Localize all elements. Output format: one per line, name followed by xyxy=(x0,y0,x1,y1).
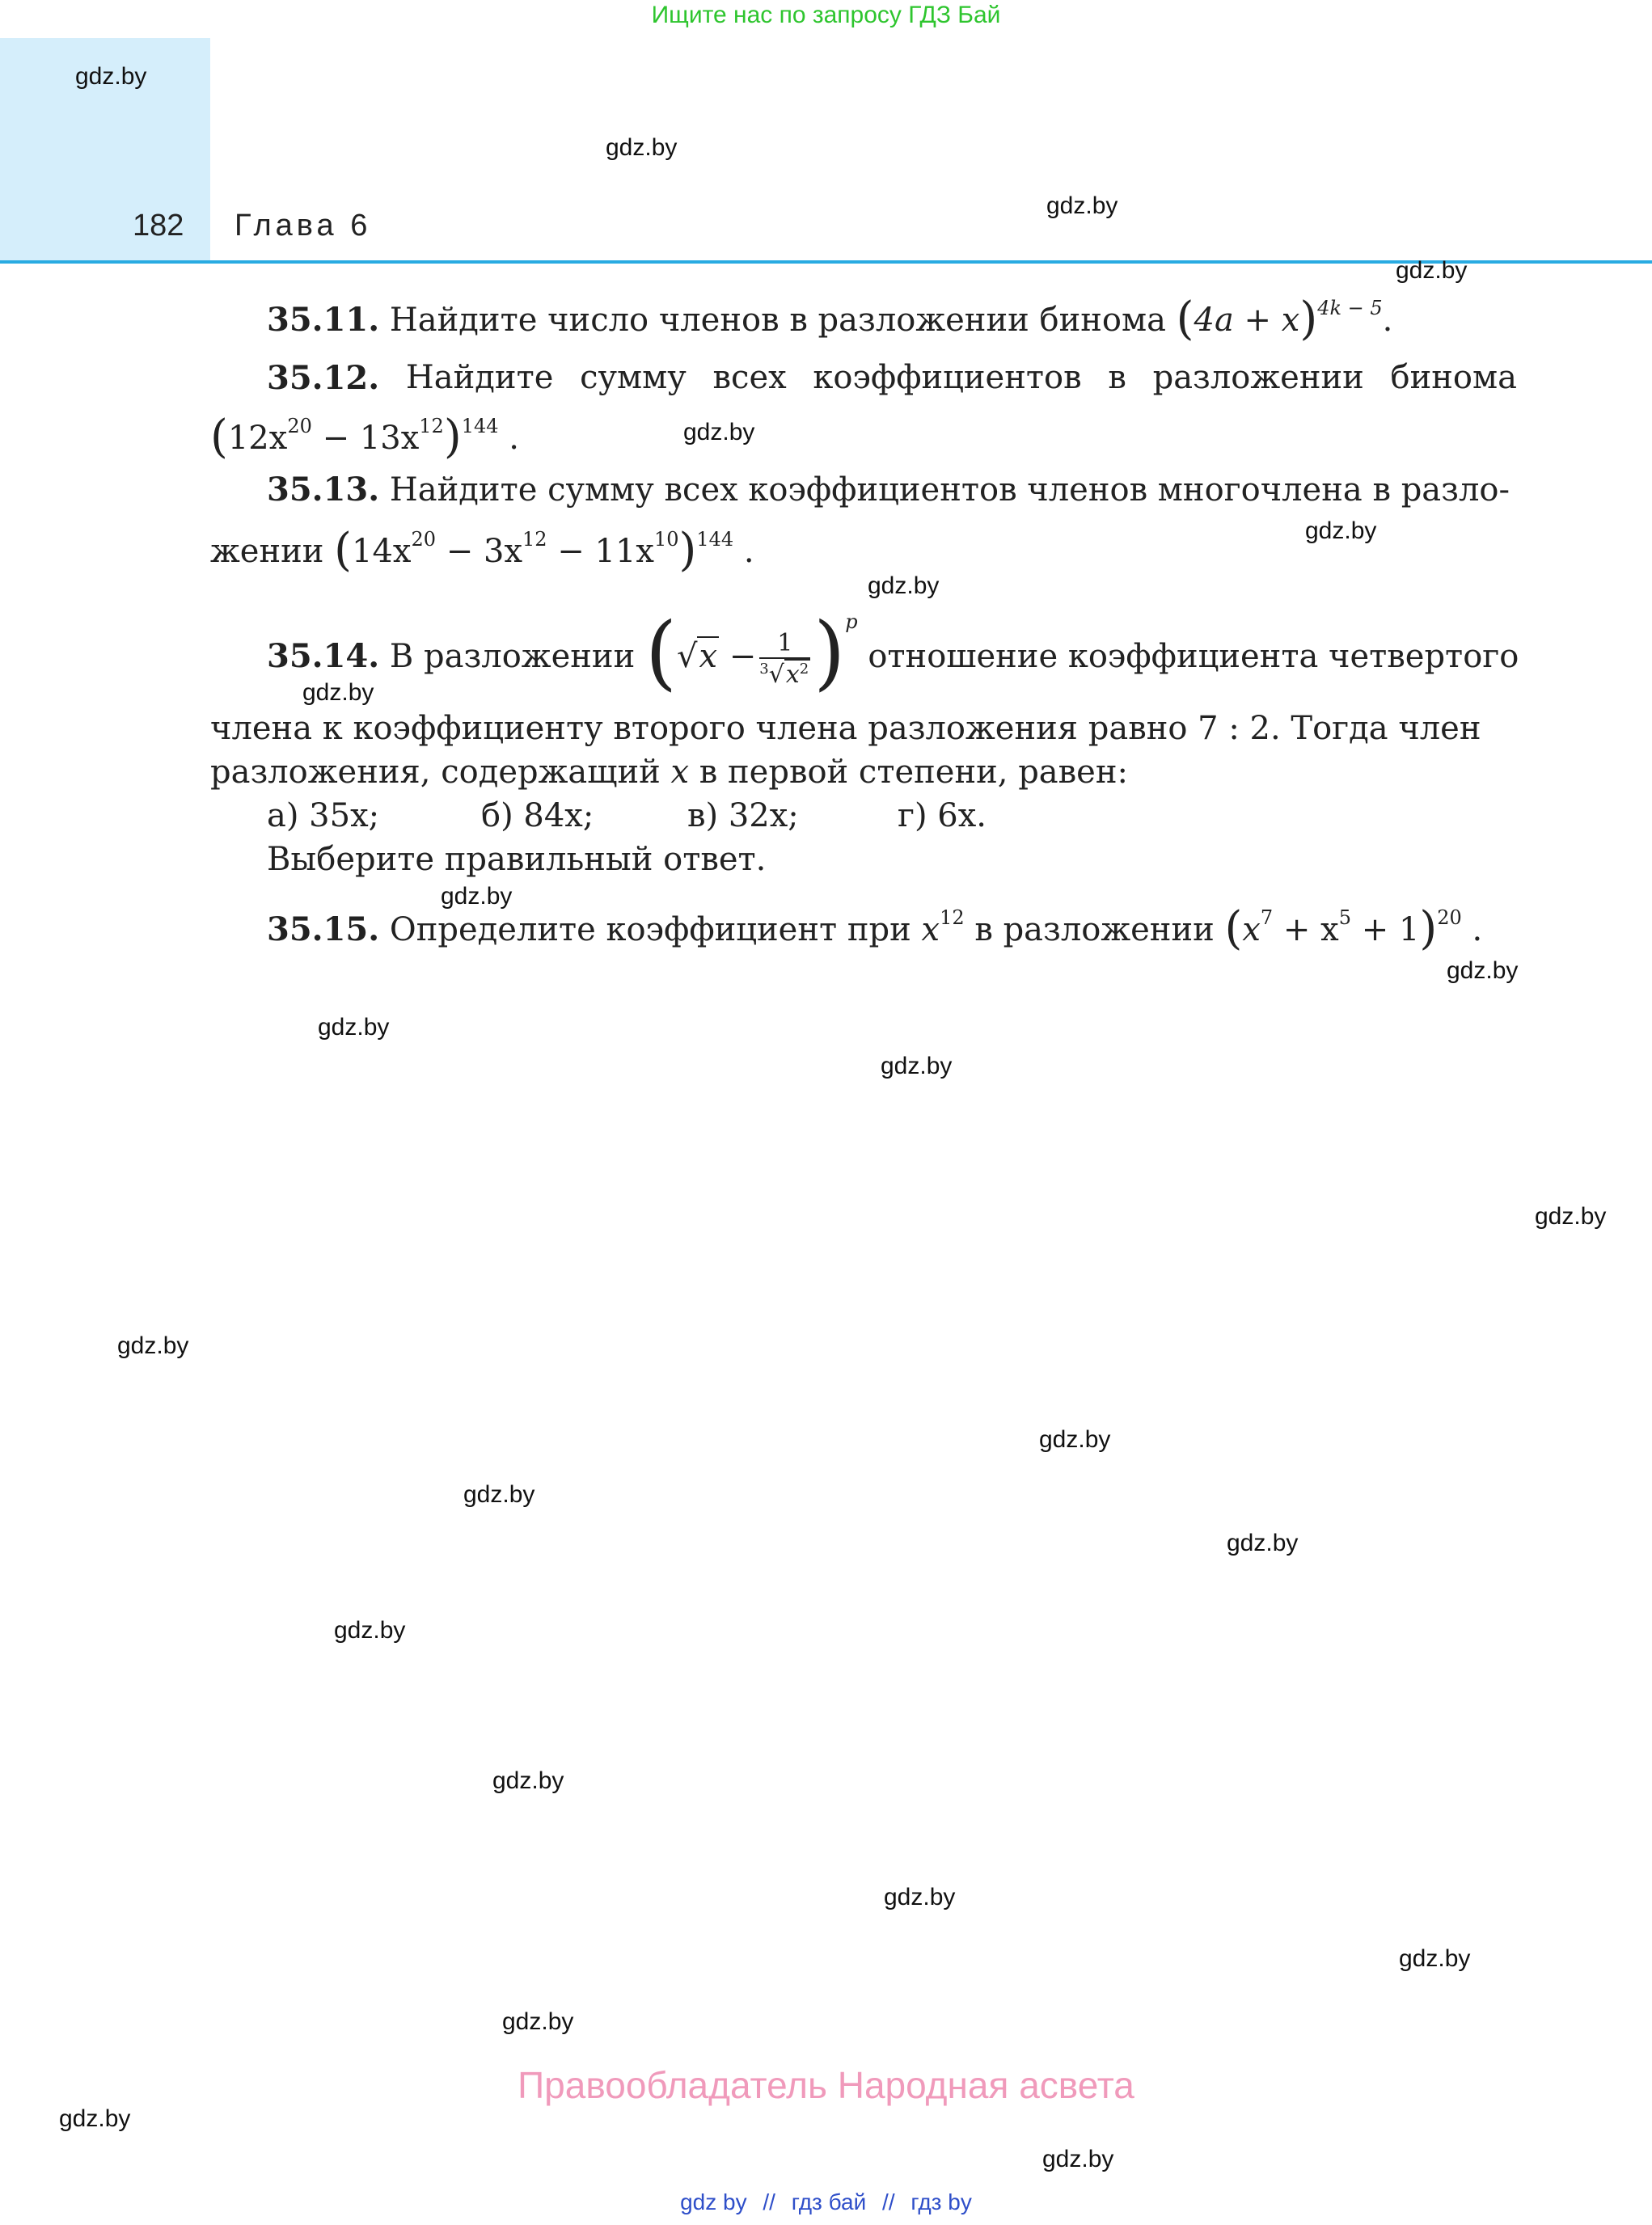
fraction: $\frac{1}{^3√x^2}$ xyxy=(759,629,809,689)
problem-35-12-expression: $(12x^{20} - 13x^{12})^{144}$ . xyxy=(210,411,519,463)
watermark: gdz.by xyxy=(881,1053,953,1079)
watermark: gdz.by xyxy=(1039,1426,1111,1453)
problem-35-14-line2: члена к коэффициенту второго члена разложения равно 7 : 2. Тогда член xyxy=(210,710,1481,747)
watermark: gdz.by xyxy=(1305,517,1377,544)
watermark: gdz.by xyxy=(463,1481,535,1508)
answer-options xyxy=(267,797,987,834)
option-b: б) 84x; xyxy=(481,797,594,834)
expression-exponent: 4k − 5 xyxy=(1317,297,1383,319)
footer-links xyxy=(0,2189,1652,2215)
footer-separator: // xyxy=(763,2189,775,2214)
problem-text-line1: Найдите сумму всех коэффициентов членов многочлена в разло- xyxy=(389,471,1510,509)
problem-35-14: 35.14. В разложении (√x − $\frac{1}{^3√x^2}$ )$^p$ отношение коэффициента четвертого xyxy=(267,605,1519,699)
watermark: gdz.by xyxy=(318,1014,390,1041)
watermark: gdz.by xyxy=(884,1884,956,1910)
problem-number: 35.12. xyxy=(267,359,380,397)
problem-35-12: 35.12. Найдите сумму всех коэффициентов в разложении бинома xyxy=(267,359,1517,397)
watermark: gdz.by xyxy=(606,134,678,161)
watermark: gdz.by xyxy=(1396,257,1468,284)
problem-number: 35.13. xyxy=(267,471,380,509)
watermark: gdz.by xyxy=(59,2105,131,2132)
watermark: gdz.by xyxy=(683,419,755,445)
option-v: в) 32x; xyxy=(687,797,799,834)
problem-number: 35.11. xyxy=(267,301,380,339)
problem-35-14-line3: разложения, содержащий x в первой степени, равен: xyxy=(210,754,1128,791)
top-banner: Ищите нас по запросу ГДЗ Бай xyxy=(651,2,1001,28)
watermark: gdz.by xyxy=(334,1617,406,1644)
watermark: gdz.by xyxy=(117,1332,189,1359)
problem-number: 35.14. xyxy=(267,637,380,675)
page-number: 182 xyxy=(133,209,184,243)
watermark: gdz.by xyxy=(868,572,940,599)
footer-link-gdz-by-cyr[interactable]: гдз by xyxy=(911,2189,972,2214)
watermark: gdz.by xyxy=(1447,957,1519,984)
problem-35-13-line2: жении $(14x^{20} - 3x^{12} - 11x^{10})^{144}$ . xyxy=(210,524,754,576)
watermark: gdz.by xyxy=(1042,2146,1114,2172)
watermark: gdz.by xyxy=(1227,1530,1299,1556)
option-a: а) 35x; xyxy=(267,797,380,834)
watermark: gdz.by xyxy=(302,679,374,706)
footer-link-gdz-bai[interactable]: гдз бай xyxy=(791,2189,867,2214)
problem-35-13 xyxy=(267,471,1510,509)
copyright-notice: Правообладатель Народная асвета xyxy=(518,2064,1134,2106)
watermark: gdz.by xyxy=(75,63,147,90)
footer-separator: // xyxy=(882,2189,895,2214)
problem-35-11: 35.11. Найдите число членов в разложении бинома $(4a + x)^{4k - 5}$. xyxy=(267,293,1393,345)
problem-35-14-instruction: Выберите правильный ответ. xyxy=(267,841,767,878)
problem-text: Найдите число членов в разложении бинома xyxy=(389,302,1166,339)
watermark: gdz.by xyxy=(1535,1203,1607,1230)
watermark: gdz.by xyxy=(1046,192,1118,219)
problem-35-15: 35.15. Определите коэффициент при $x^{12}$ в разложении $(x^7 + x^5 + 1)^{20}$ . xyxy=(267,902,1483,955)
expression-base: 4a + x xyxy=(1194,302,1300,339)
watermark: gdz.by xyxy=(502,2008,574,2035)
watermark: gdz.by xyxy=(492,1767,564,1794)
footer-link-gdz-by[interactable]: gdz by xyxy=(680,2189,747,2214)
watermark: gdz.by xyxy=(1399,1945,1471,1972)
chapter-title: Глава 6 xyxy=(234,209,372,243)
watermark: gdz.by xyxy=(441,883,513,910)
option-g: г) 6x. xyxy=(898,797,987,834)
problem-number: 35.15. xyxy=(267,910,380,948)
